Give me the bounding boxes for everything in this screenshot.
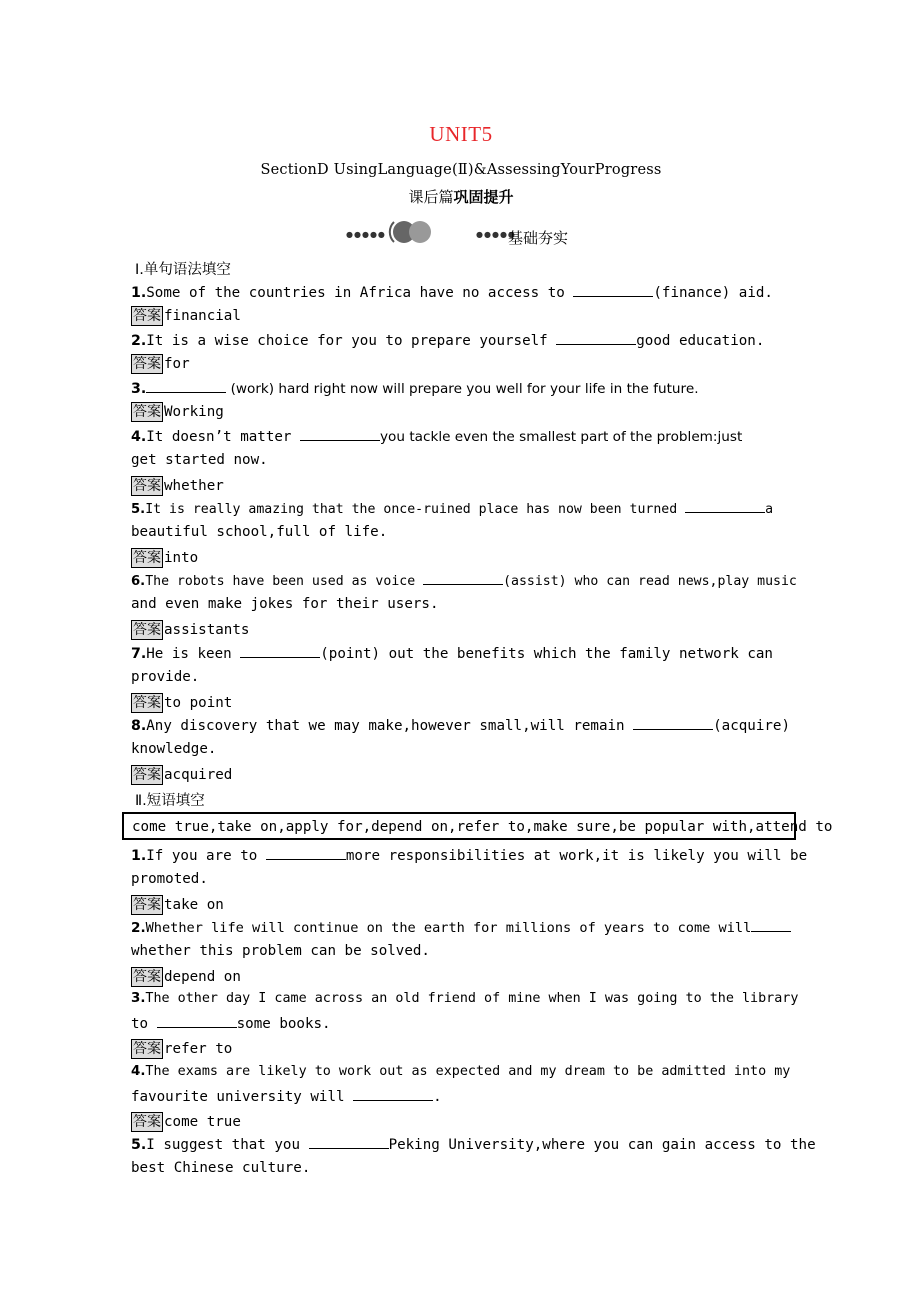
question-number: 1. (131, 848, 147, 864)
question-text: It doesn’t matter (146, 429, 301, 445)
question-text: If you are to (146, 848, 266, 864)
answer-text: take on (164, 897, 224, 913)
p2-question-3-line-1 (131, 991, 799, 1006)
question-3-line-1 (131, 380, 791, 397)
p2-question-4-line-2 (131, 1088, 791, 1105)
sub-title-prefix: 课后篇 (408, 188, 454, 206)
answer-6 (131, 620, 249, 640)
answer-text: depend on (164, 969, 241, 985)
question-number: 6. (131, 574, 146, 589)
question-text: It is a wise choice for you to prepare yourself (146, 333, 557, 349)
question-number: 3. (131, 991, 146, 1006)
p2-question-1-line-2: promoted. (131, 871, 208, 887)
question-number: 7. (131, 646, 147, 662)
question-number: 3. (131, 381, 147, 397)
answer-4 (131, 476, 224, 496)
answer-text: assistants (164, 622, 250, 638)
question-text: Whether life will continue on the earth for millions of years to come will (145, 920, 752, 936)
question-8-line-2: knowledge. (131, 741, 217, 757)
question-text: you tackle even the smallest part of the problem:just (380, 429, 743, 445)
p2-question-2-line-1 (131, 919, 791, 936)
question-text: Peking University,where you can gain access to the (388, 1137, 816, 1153)
p2-question-4-line-1 (131, 1064, 791, 1079)
answer-badge: 答案 (133, 767, 161, 783)
p2-question-3-line-2 (131, 1015, 791, 1032)
answer-text: whether (164, 478, 224, 494)
answer-badge: 答案 (133, 308, 161, 324)
unit-title: UNIT5 (429, 122, 493, 146)
question-number: 5. (131, 1137, 147, 1153)
answer-blank (266, 847, 346, 860)
p2-question-1-line-1 (131, 847, 808, 864)
question-number: 2. (131, 920, 146, 936)
question-4-line-1 (131, 428, 791, 445)
question-6-line-2: and even make jokes for their users. (131, 596, 439, 612)
answer-text: financial (164, 308, 241, 324)
answer-badge: 答案 (133, 550, 161, 566)
answer-badge: 答案 (133, 622, 161, 638)
part2-heading: Ⅱ.短语填空 (135, 793, 205, 809)
answer-badge: 答案 (133, 1114, 161, 1130)
answer-text: to point (164, 695, 233, 711)
question-text: (acquire) (713, 718, 791, 734)
answer-1 (131, 306, 241, 326)
p2-answer-3 (131, 1039, 232, 1059)
question-text: favourite university will (131, 1089, 354, 1105)
sub-title (131, 186, 791, 207)
question-text: (assist) who can read news,play music (503, 574, 797, 589)
phrase-box: come true,take on,apply for,depend on,refer to,make sure,be popular with,attend to (122, 812, 796, 840)
question-8-line-1 (131, 717, 791, 734)
answer-blank (353, 1088, 433, 1101)
dots-decoration-left: ●●●●● (346, 230, 386, 239)
section-title: SectionD UsingLanguage(Ⅱ)&AssessingYourProgress (260, 162, 662, 178)
question-text: (point) out the benefits which the family network can (320, 646, 773, 662)
question-number: 8. (131, 718, 147, 734)
answer-badge: 答案 (133, 404, 161, 420)
question-text: some books. (236, 1016, 331, 1032)
answer-badge: 答案 (133, 897, 161, 913)
question-text: good education. (636, 333, 765, 349)
question-text: The robots have been used as voice (145, 574, 424, 589)
answer-blank (309, 1136, 389, 1149)
p2-question-5-line-2: best Chinese culture. (131, 1160, 311, 1176)
question-number: 2. (131, 333, 147, 349)
answer-blank (146, 380, 226, 393)
answer-badge: 答案 (133, 1041, 161, 1057)
question-2-line-1 (131, 332, 791, 349)
answer-blank (240, 645, 320, 658)
answer-badge: 答案 (133, 695, 161, 711)
circles-icon (386, 216, 436, 246)
question-text: The exams are likely to work out as expected and my dream to be admitted into my (145, 1064, 791, 1079)
p2-answer-2 (131, 967, 241, 987)
question-text: The other day I came across an old friend of mine when I was going to the library (145, 991, 799, 1006)
answer-3 (131, 402, 224, 422)
answer-blank (685, 500, 765, 513)
answer-text: into (164, 550, 199, 566)
question-text: a (765, 502, 774, 517)
question-number: 4. (131, 1064, 146, 1079)
question-text: . (433, 1089, 442, 1105)
question-text: (finance) aid. (653, 285, 773, 301)
question-text: (work) hard right now will prepare you well for your life in the future. (226, 381, 699, 397)
answer-blank (573, 284, 653, 297)
p2-question-2-line-2: whether this problem can be solved. (131, 943, 430, 959)
answer-text: for (164, 356, 190, 372)
p2-answer-4 (131, 1112, 241, 1132)
question-1-line-1 (131, 284, 791, 301)
question-number: 1. (131, 285, 147, 301)
question-text: It is really amazing that the once-ruined place has now been turned (145, 502, 686, 517)
answer-badge: 答案 (133, 356, 161, 372)
answer-blank (157, 1015, 237, 1028)
question-text: He is keen (146, 646, 241, 662)
answer-text: refer to (164, 1041, 233, 1057)
answer-7 (131, 693, 232, 713)
dots-decoration-right: ●●●●● (476, 230, 516, 239)
question-4-line-2: get started now. (131, 452, 268, 468)
answer-text: acquired (164, 767, 233, 783)
answer-blank (423, 572, 503, 585)
question-text: I suggest that you (146, 1137, 309, 1153)
p2-question-5-line-1 (131, 1136, 816, 1153)
part1-heading: Ⅰ.单句语法填空 (135, 262, 231, 278)
question-6-line-1 (131, 572, 797, 589)
answer-8 (131, 765, 232, 785)
question-5-line-1 (131, 500, 791, 517)
question-text: to (131, 1016, 157, 1032)
answer-badge: 答案 (133, 969, 161, 985)
answer-2 (131, 354, 190, 374)
question-text: more responsibilities at work,it is likely you will be (345, 848, 808, 864)
sub-title-bold: 巩固提升 (453, 188, 514, 206)
question-text: Any discovery that we may make,however small,will remain (146, 718, 634, 734)
answer-blank (300, 428, 380, 441)
answer-text: come true (164, 1114, 241, 1130)
answer-blank (556, 332, 636, 345)
question-7-line-1 (131, 645, 791, 662)
question-number: 5. (131, 502, 146, 517)
section-banner (346, 216, 606, 248)
answer-blank (751, 919, 791, 932)
p2-answer-1 (131, 895, 224, 915)
banner-label: 基础夯实 (508, 229, 569, 247)
question-7-line-2: provide. (131, 669, 200, 685)
question-text: Some of the countries in Africa have no access to (146, 285, 574, 301)
question-5-line-2: beautiful school,full of life. (131, 524, 388, 540)
answer-blank (633, 717, 713, 730)
answer-5 (131, 548, 198, 568)
answer-text: Working (164, 404, 224, 420)
question-number: 4. (131, 429, 147, 445)
answer-badge: 答案 (133, 478, 161, 494)
